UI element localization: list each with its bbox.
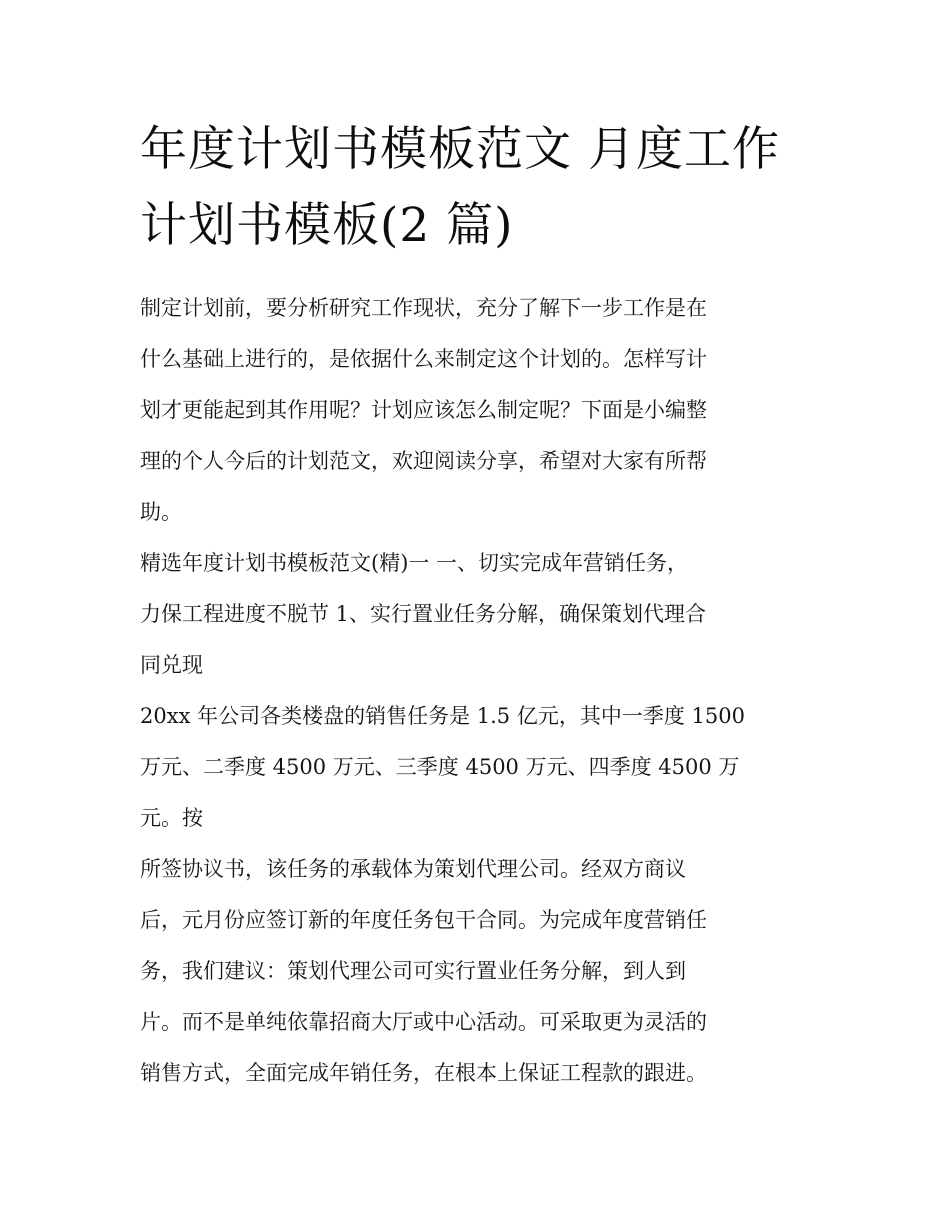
text-line: 所签协议书，该任务的承载体为策划代理公司。经双方商议	[140, 857, 686, 881]
text-line: 万元、二季度 4500 万元、三季度 4500 万元、四季度 4500 万	[140, 755, 740, 779]
document-title	[140, 112, 830, 264]
text-line: 什么基础上进行的，是依据什么来制定这个计划的。怎样写计	[140, 347, 707, 371]
text-line: 力保工程进度不脱节 1、实行置业任务分解，确保策划代理合	[140, 602, 707, 626]
text-line: 销售方式，全面完成年销任务，在根本上保证工程款的跟进。	[140, 1061, 707, 1085]
intro-paragraph	[140, 283, 830, 538]
document-body	[140, 283, 830, 1099]
text-line: 元。按	[140, 806, 203, 830]
text-line: 片。而不是单纯依靠招商大厅或中心活动。可采取更为灵活的	[140, 1010, 707, 1034]
text-line: 划才更能起到其作用呢？计划应该怎么制定呢？下面是小编整	[140, 398, 707, 422]
text-line: 务，我们建议：策划代理公司可实行置业任务分解，到人到	[140, 959, 686, 983]
sales-target-paragraph	[140, 691, 830, 844]
section-heading-paragraph	[140, 538, 830, 691]
agreement-paragraph	[140, 844, 830, 1099]
title-line: 年度计划书模板范文 月度工作	[140, 122, 780, 177]
text-line: 助。	[140, 500, 182, 524]
title-line: 计划书模板(2 篇)	[140, 198, 514, 253]
text-line: 20xx 年公司各类楼盘的销售任务是 1.5 亿元，其中一季度 1500	[140, 704, 745, 728]
text-line: 精选年度计划书模板范文(精)一 一、切实完成年营销任务，	[140, 551, 689, 575]
text-line: 后，元月份应签订新的年度任务包干合同。为完成年度营销任	[140, 908, 707, 932]
text-line: 制定计划前，要分析研究工作现状，充分了解下一步工作是在	[140, 296, 707, 320]
document-content	[140, 112, 830, 1099]
text-line: 同兑现	[140, 653, 203, 677]
text-line: 理的个人今后的计划范文，欢迎阅读分享，希望对大家有所帮	[140, 449, 707, 473]
